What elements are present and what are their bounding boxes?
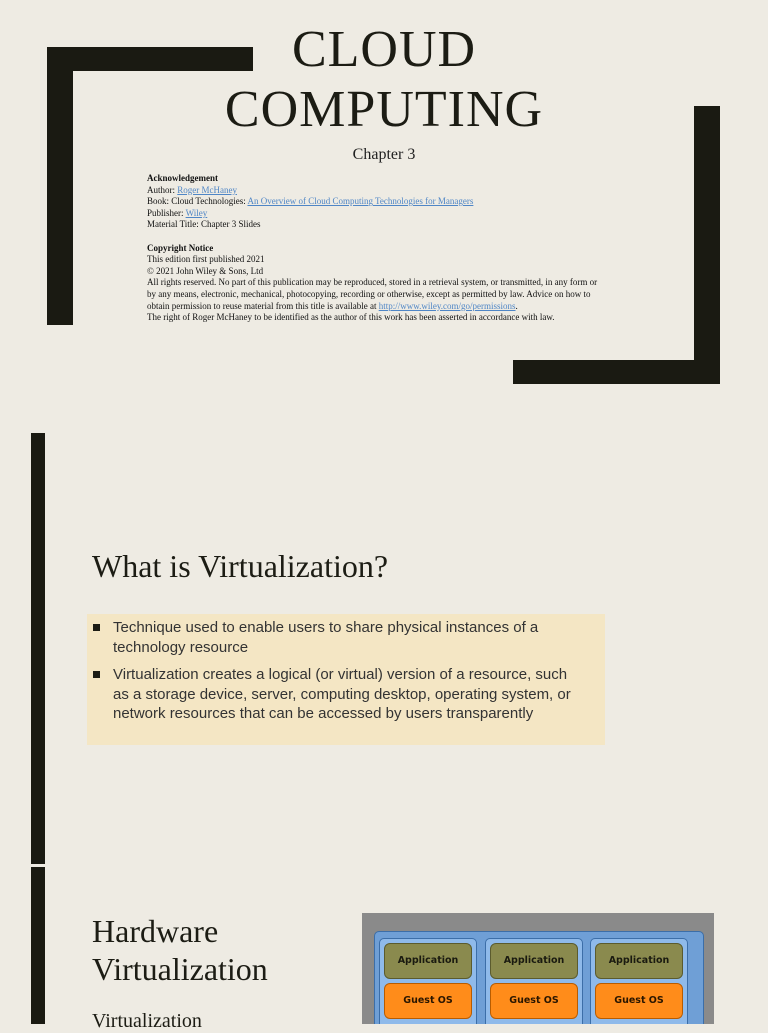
rights-line-1: All rights reserved. No part of this publication may be reproduced, stored in a retrieval system, or transmitted, in any form or xyxy=(147,277,598,288)
title-line-1: CLOUD xyxy=(291,21,477,78)
publisher-link[interactable]: Wiley xyxy=(185,207,208,218)
bullet-2-line-3: network resources that can be accessed by users transparently xyxy=(113,705,534,722)
frame-bar-bottom-right-horizontal xyxy=(513,360,720,384)
bullet-1-line-2: technology resource xyxy=(113,638,249,656)
book-label: Book: Cloud Technologies: xyxy=(147,196,248,207)
bullet-box xyxy=(87,614,605,745)
application-box: Application xyxy=(595,943,683,979)
author-link[interactable]: Roger McHaney xyxy=(177,184,237,195)
vm-column xyxy=(590,938,688,1024)
slide3-heading-line-2: Virtualization xyxy=(92,951,268,987)
copyright-text: © 2021 John Wiley & Sons, Ltd xyxy=(147,265,264,276)
bullet-square-icon xyxy=(93,624,100,631)
slide3-heading xyxy=(92,912,268,988)
slide3-body-text: Virtualization xyxy=(92,1010,202,1032)
slide3-heading-line-1: Hardware xyxy=(92,913,219,949)
bullet-2-line-1: Virtualization creates a logical (or virtual) version of a resource, such xyxy=(113,666,568,683)
rights-line-3-suffix: . xyxy=(515,300,518,311)
slide2-heading: What is Virtualization? xyxy=(92,548,389,584)
virtualization-diagram xyxy=(362,913,714,1024)
bullet-square-icon xyxy=(93,671,100,678)
slide3-left-bar xyxy=(31,867,45,1024)
guest-os-box: Guest OS xyxy=(490,983,578,1019)
rights-line-4: The right of Roger McHaney to be identified as the author of this work has been asserted in accordance with law. xyxy=(147,312,555,323)
guest-os-box: Guest OS xyxy=(384,983,472,1019)
rights-line-3: obtain permission to reuse material from this title is available at xyxy=(147,300,379,311)
slide2-left-bar xyxy=(31,433,45,864)
copyright-heading: Copyright Notice xyxy=(147,242,214,253)
rights-line-2: by any means, electronic, mechanical, photocopying, recording or otherwise, except as permitted by law. Advice on how to xyxy=(147,288,591,299)
publisher-label: Publisher: xyxy=(147,207,186,218)
material-title: Material Title: Chapter 3 Slides xyxy=(147,219,261,230)
application-box: Application xyxy=(384,943,472,979)
edition-text: This edition first published 2021 xyxy=(147,254,265,265)
book-link[interactable]: An Overview of Cloud Computing Technologies for Managers xyxy=(247,196,474,207)
author-label: Author: xyxy=(147,184,178,195)
vm-column xyxy=(485,938,583,1024)
vm-column xyxy=(379,938,477,1024)
guest-os-box: Guest OS xyxy=(595,983,683,1019)
chapter-label: Chapter 3 xyxy=(352,146,416,163)
bullet-1-line-1: Technique used to enable users to share physical instances of a xyxy=(113,619,539,636)
application-box: Application xyxy=(490,943,578,979)
permissions-link[interactable]: http://www.wiley.com/go/permissions xyxy=(378,300,516,311)
diagram-host-layer xyxy=(374,931,704,1024)
ack-heading: Acknowledgement xyxy=(147,173,218,183)
bullet-2-line-2: as a storage device, server, computing desktop, operating system, or xyxy=(113,685,571,703)
acknowledgement-block xyxy=(147,173,637,324)
title-line-2: COMPUTING xyxy=(224,81,544,138)
